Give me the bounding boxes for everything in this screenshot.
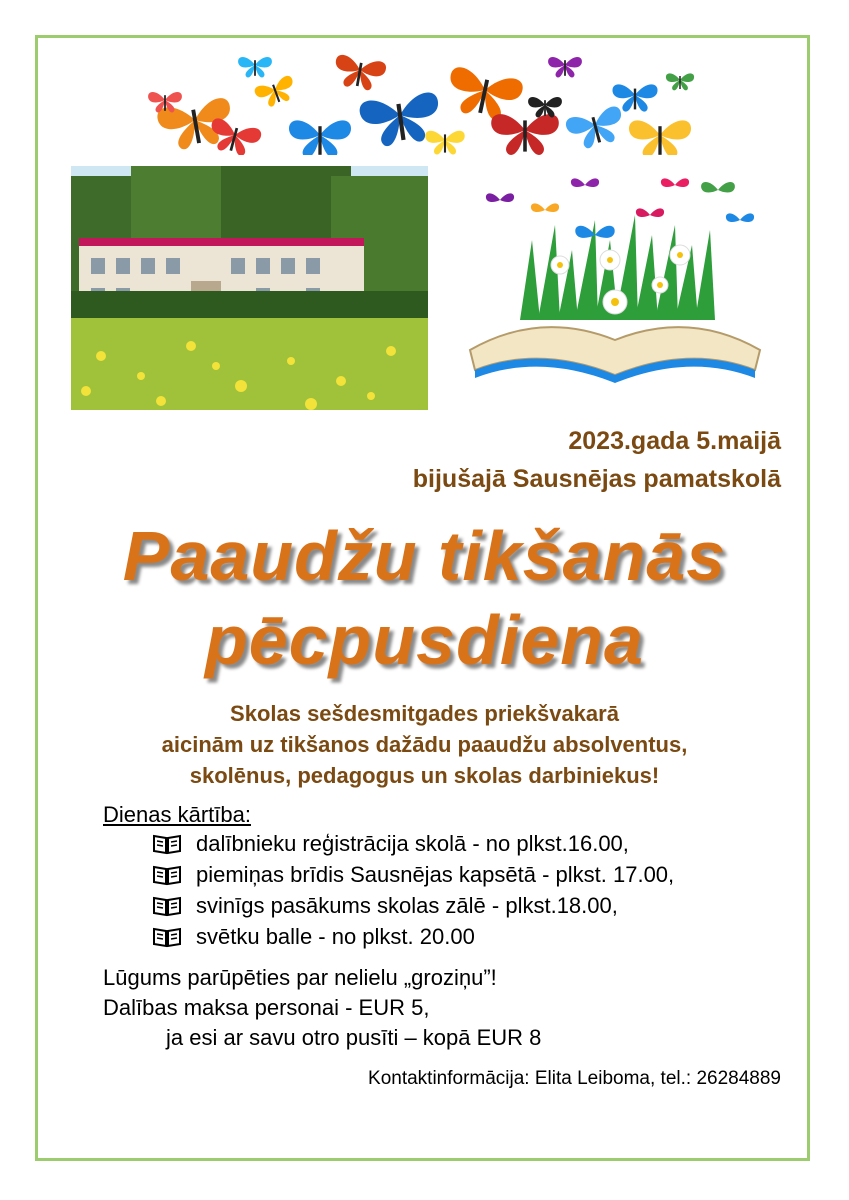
schedule-item-text: svinīgs pasākums skolas zālē - plkst.18.00, [196,893,618,918]
event-date: 2023.gada 5.maijā [568,427,781,455]
schedule-item-text: dalībnieku reģistrācija skolā - no plkst.16.00, [196,831,629,856]
intro-line1: Skolas sešdesmitgades priekšvakarā [230,701,619,726]
event-title-line1: Paaudžu tikšanās [122,517,727,595]
fee-note: Dalības maksa personai - EUR 5, [103,995,430,1020]
basket-note: Lūgums parūpēties par nelielu „groziņu”! [103,965,497,990]
schedule-item-text: piemiņas brīdis Sausnējas kapsētā - plkst. 17.00, [196,862,675,887]
open-book-icon [152,864,182,886]
school-photo [71,166,428,410]
open-book-icon [152,895,182,917]
open-book-icon [152,833,182,855]
couple-fee-note: ja esi ar savu otro pusīti – kopā EUR 8 [166,1025,542,1050]
event-location: bijušajā Sausnējas pamatskolā [412,465,781,493]
open-book-icon [152,926,182,948]
book-illustration [460,170,770,400]
schedule-item [152,924,475,950]
schedule-title: Dienas kārtība: [103,802,251,827]
schedule-item [152,831,629,857]
schedule-item [152,862,674,888]
event-title-line2: pēcpusdiena [205,601,644,679]
contact-info: Kontaktinformācija: Elita Leiboma, tel.: 26284889 [368,1068,781,1089]
intro-line2: aicinām uz tikšanos dažādu paaudžu absolventus, [161,732,688,757]
butterflies-banner [135,40,695,155]
schedule-item [152,893,618,919]
intro-line3: skolēnus, pedagogus un skolas darbiniekus! [189,763,660,788]
schedule-item-text: svētku balle - no plkst. 20.00 [196,924,475,949]
